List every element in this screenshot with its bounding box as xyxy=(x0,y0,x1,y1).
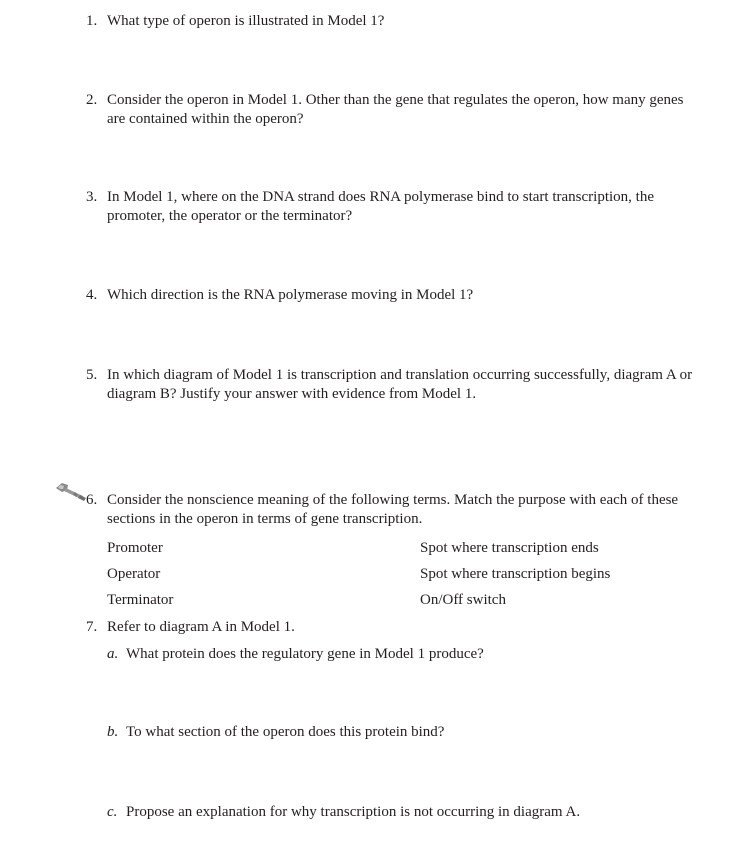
question-text: In Model 1, where on the DNA strand does RNA polymerase bind to start transcription, the promoter, the operator or the terminator? xyxy=(107,189,654,224)
question-text: Which direction is the RNA polymerase moving in Model 1? xyxy=(107,287,474,303)
subquestion-letter: c. xyxy=(107,804,118,820)
matching-term: Operator xyxy=(107,566,161,582)
question-number: 4. xyxy=(86,287,98,303)
subquestion-text: What protein does the regulatory gene in Model 1 produce? xyxy=(126,646,484,662)
question-number: 5. xyxy=(86,367,98,383)
question-number: 6. xyxy=(86,492,98,508)
question-number: 3. xyxy=(86,189,98,205)
question-text: Refer to diagram A in Model 1. xyxy=(107,619,295,635)
subquestion-text: To what section of the operon does this protein bind? xyxy=(126,724,445,740)
question-text: What type of operon is illustrated in Model 1? xyxy=(107,13,385,29)
question-text: Consider the operon in Model 1. Other than the gene that regulates the operon, how many genes are contained within the operon? xyxy=(107,92,684,127)
question-text: In which diagram of Model 1 is transcription and translation occurring successfully, diagram A or diagram B? Justify your answer with evidence from Model 1. xyxy=(107,367,693,402)
question-number: 2. xyxy=(86,92,98,108)
question-number: 1. xyxy=(86,13,98,29)
question-text: Consider the nonscience meaning of the following terms. Match the purpose with each of these sections in the operon in terms of gene transcription. xyxy=(107,492,679,527)
question-number: 7. xyxy=(86,619,98,635)
matching-term: Terminator xyxy=(107,592,174,608)
matching-purpose: Spot where transcription begins xyxy=(420,566,611,582)
subquestion-text: Propose an explanation for why transcription is not occurring in diagram A. xyxy=(126,804,581,820)
matching-purpose: Spot where transcription ends xyxy=(420,540,599,556)
subquestion-letter: a. xyxy=(107,646,119,662)
matching-term: Promoter xyxy=(107,540,163,556)
subquestion-letter: b. xyxy=(107,724,119,740)
matching-purpose: On/Off switch xyxy=(420,592,506,608)
